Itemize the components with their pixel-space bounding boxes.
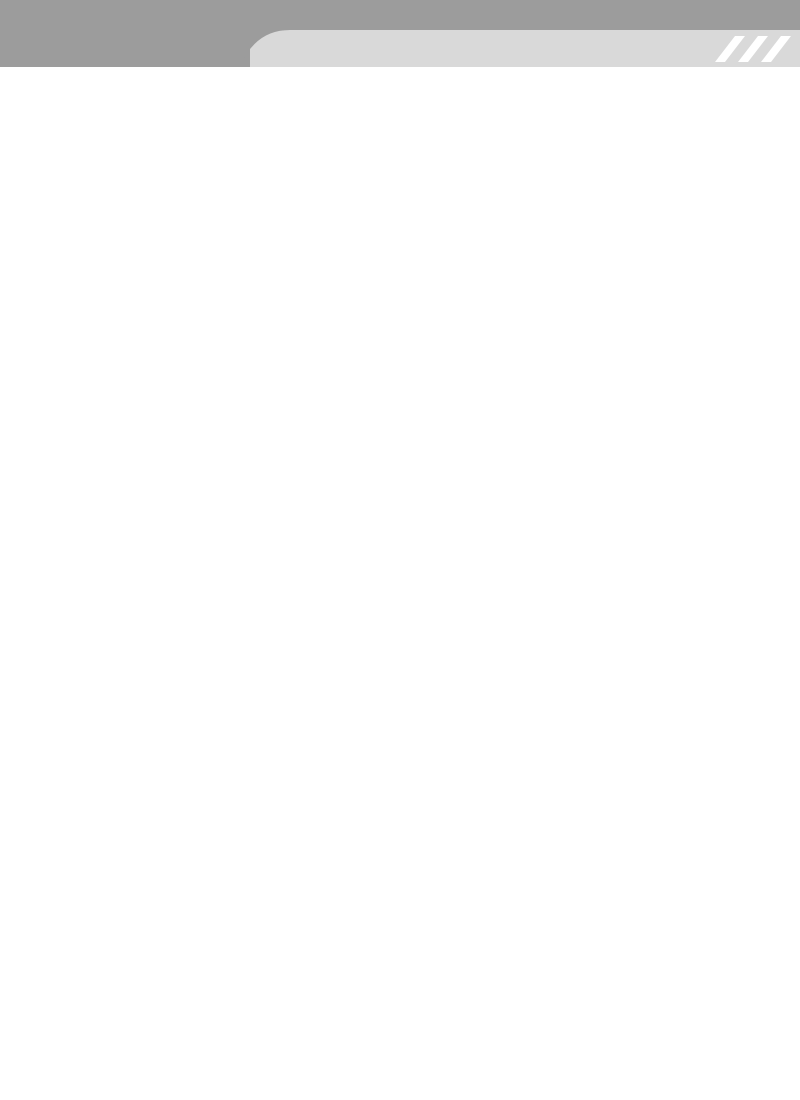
header-decoration (0, 0, 800, 67)
header-band (0, 0, 800, 67)
